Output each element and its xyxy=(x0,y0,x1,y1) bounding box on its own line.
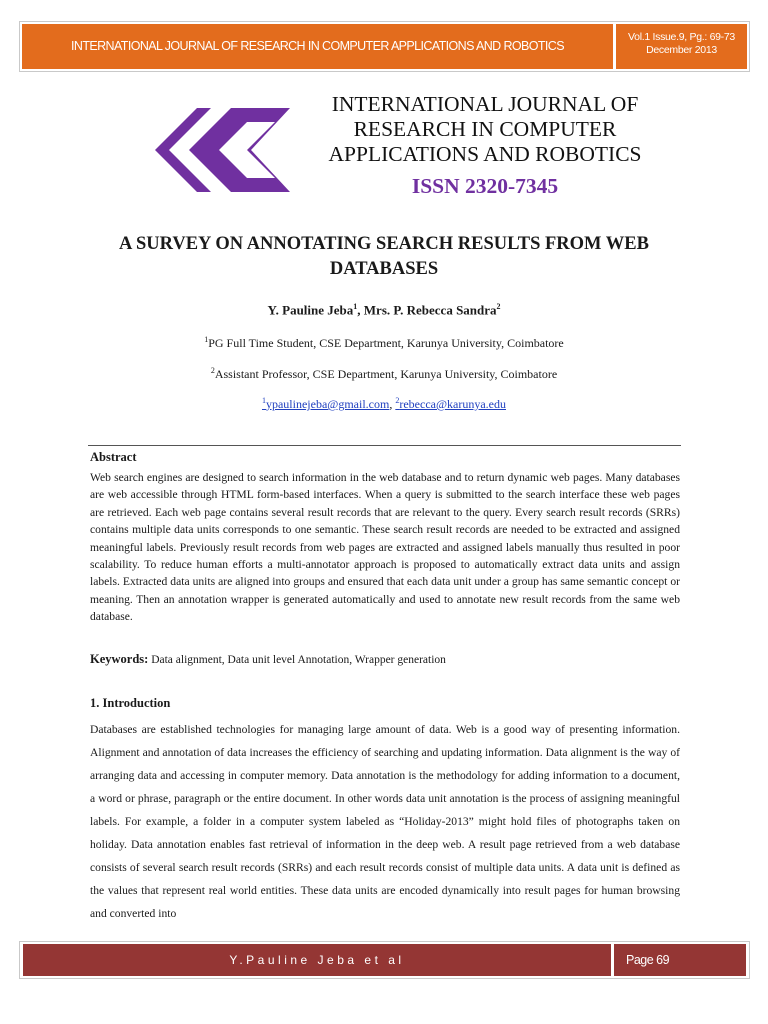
journal-title-line: INTERNATIONAL JOURNAL OF xyxy=(331,92,639,116)
journal-logo-icon xyxy=(155,98,290,202)
introduction-heading: 1. Introduction xyxy=(90,696,171,710)
affiliation xyxy=(60,366,708,382)
header-bar xyxy=(19,21,750,72)
email-link[interactable] xyxy=(262,397,389,411)
affiliation-text: Assistant Professor, CSE Department, Karunya University, Coimbatore xyxy=(214,367,558,381)
affiliation xyxy=(60,335,708,351)
author-marker: 2 xyxy=(496,302,501,311)
email-separator: , xyxy=(389,397,396,411)
journal-issn: ISSN 2320-7345 xyxy=(411,174,559,198)
affiliation-marker: 1 xyxy=(204,335,209,344)
paper-title-line: A SURVEY ON ANNOTATING SEARCH RESULTS FROM WEB xyxy=(119,234,649,254)
author-name: Mrs. P. Rebecca Sandra xyxy=(363,302,497,318)
paper-title xyxy=(60,232,708,282)
email-line xyxy=(60,396,708,412)
keywords-line xyxy=(90,652,446,667)
footer-author: Y.Pauline Jeba et al xyxy=(23,944,611,976)
email-link[interactable] xyxy=(395,397,506,411)
journal-banner: INTERNATIONAL JOURNAL OF RESEARCH IN COMPUTER APPLICATIONS AND ROBOTICS xyxy=(22,24,613,69)
author-separator: , xyxy=(357,302,364,318)
keywords-label: Keywords: xyxy=(90,652,149,666)
journal-title xyxy=(295,92,675,167)
date-line: December 2013 xyxy=(646,44,717,56)
journal-title-line: RESEARCH IN COMPUTER xyxy=(353,117,617,141)
introduction-text: Databases are established technologies for managing large amount of data. Web is a good way of presenting information. Alignment and annotation of data increases the efficiency of searching and updating information. Data alignment is the way of arranging data and accessing in computer memory. Data annotation is the methodology for adding information to a document, a word or phrase, paragraph or the entire document. In other words data unit annotation is the process of assigning meaningful labels. For example, a folder in a computer system labeled as “Holiday-2013” might hold files of photographs taken on holiday. Data annotation enables fast retrieval of information in the deep web. A result page retrieved from a web database consists of several search result records (SRRs) and each result records consist of multiple data units. A data unit is defined as the values that represent real world entities. These data units are encoded dynamically into result pages for human browsing and converted into xyxy=(90,723,680,920)
email-marker: 2 xyxy=(395,396,400,405)
abstract-text: Web search engines are designed to search information in the web database and to return dynamic web pages. Many databases are web accessible through HTML form-based interfaces. When a query is submitted to the search interface these web pages are retrieved. Each web page contains several result records that are relevant to the query. Every search result records (SRRs) contains multiple data units corresponds to one semantic. These search result records are needed to be extracted and assigned meaningful labels. Previously result records from web pages are extracted and assigned labels manually thus resulted in poor scalability. To reduce human efforts a multi-annotator approach is proposed to automatically extract data units and assign labels. Extracted data units are aligned into groups and ensured that each data unit under a group has same semantic concept or meaning. Then an annotation wrapper is generated automatically and used to annotate new result records from the same web database. xyxy=(90,471,680,624)
issue-info xyxy=(616,24,747,69)
affiliation-marker: 2 xyxy=(210,366,215,375)
keywords-text: Data alignment, Data unit level Annotation, Wrapper generation xyxy=(148,654,446,666)
journal-title-line: APPLICATIONS AND ROBOTICS xyxy=(328,142,642,166)
paper-title-line: DATABASES xyxy=(329,259,439,279)
authors-line xyxy=(60,302,708,318)
email-marker: 1 xyxy=(261,396,266,405)
email-text: rebecca@karunya.edu xyxy=(399,397,506,411)
abstract-heading: Abstract xyxy=(90,450,137,464)
section-divider xyxy=(88,445,681,446)
author-marker: 1 xyxy=(353,302,358,311)
affiliation-text: PG Full Time Student, CSE Department, Karunya University, Coimbatore xyxy=(208,336,564,350)
email-text: ypaulinejeba@gmail.com xyxy=(265,397,390,411)
author-name: Y. Pauline Jeba xyxy=(267,302,354,318)
page-number: Page 69 xyxy=(614,944,746,976)
footer-bar xyxy=(19,941,750,979)
volume-line: Vol.1 Issue.9, Pg.: 69-73 xyxy=(628,31,735,43)
